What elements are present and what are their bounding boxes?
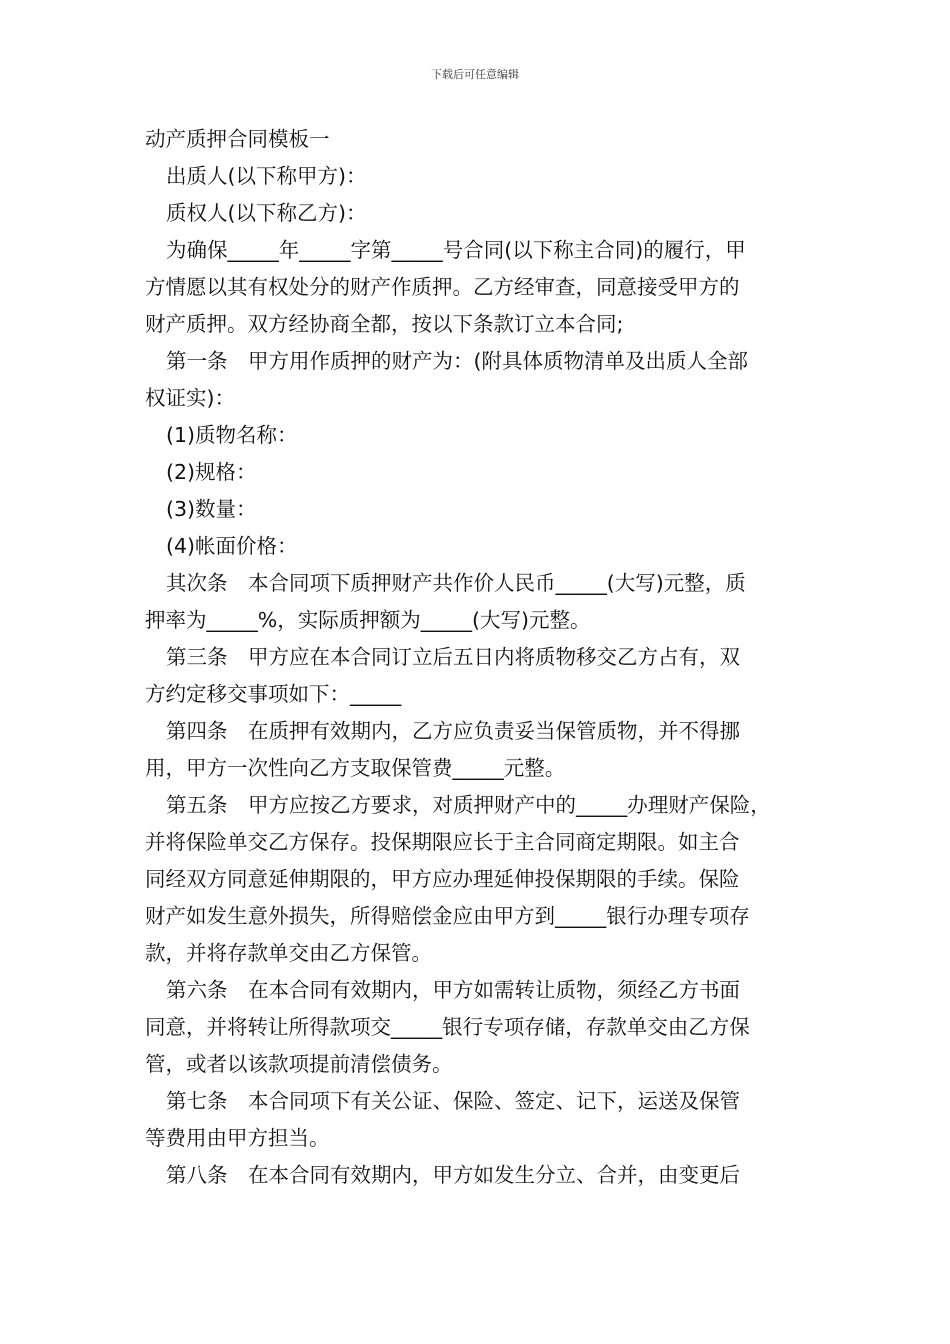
article-6-line: 同意，并将转让所得款项交_____银行专项存储，存款单交由乙方保 xyxy=(145,1015,750,1039)
article-2-line: 其次条 本合同项下质押财产共作价人民币_____(大写)元整，质 xyxy=(166,571,746,595)
pledge-item: (4)帐面价格： xyxy=(166,534,298,558)
article-1-line: 第一条 甲方用作质押的财产为：(附具体质物清单及出质人全部 xyxy=(166,349,748,373)
party-b-line: 质权人(以下称乙方)： xyxy=(166,201,367,225)
article-6-line: 管，或者以该款项提前清偿债务。 xyxy=(145,1052,453,1076)
article-5-line: 财产如发生意外损失，所得赔偿金应由甲方到_____银行办理专项存 xyxy=(145,904,750,928)
preamble-line: 为确保_____年_____字第_____号合同(以下称主合同)的履行，甲 xyxy=(166,238,746,262)
article-4-line: 第四条 在质押有效期内，乙方应负责妥当保管质物，并不得挪 xyxy=(166,719,740,743)
article-3-line: 第三条 甲方应在本合同订立后五日内将质物移交乙方占有，双 xyxy=(166,645,740,669)
party-a-line: 出质人(以下称甲方)： xyxy=(166,164,367,188)
article-2-line: 押率为_____%，实际质押额为_____(大写)元整。 xyxy=(145,608,591,632)
preamble-line: 财产质押。双方经协商全都，按以下条款订立本合同; xyxy=(145,312,624,336)
pledge-item: (1)质物名称： xyxy=(166,423,298,447)
pledge-item: (3)数量： xyxy=(166,497,257,521)
article-5-line: 第五条 甲方应按乙方要求，对质押财产中的_____办理财产保险， xyxy=(166,793,771,817)
article-3-line: 方约定移交事项如下：_____ xyxy=(145,682,402,706)
article-7-line: 等费用由甲方担当。 xyxy=(145,1126,330,1150)
article-7-line: 第七条 本合同项下有关公证、保险、签定、记下，运送及保管 xyxy=(166,1089,740,1113)
article-4-line: 用，甲方一次性向乙方支取保管费_____元整。 xyxy=(145,756,566,780)
article-8-line: 第八条 在本合同有效期内，甲方如发生分立、合并，由变更后 xyxy=(166,1163,740,1187)
article-5-line: 款，并将存款单交由乙方保管。 xyxy=(145,941,432,965)
page-header: 下载后可任意编辑 xyxy=(431,68,519,81)
article-5-line: 同经双方同意延伸期限的，甲方应办理延伸投保期限的手续。保险 xyxy=(145,867,740,891)
article-5-line: 并将保险单交乙方保存。投保期限应长于主合同商定期限。如主合 xyxy=(145,830,740,854)
article-1-line: 权证实)： xyxy=(145,386,235,410)
preamble-line: 方情愿以其有权处分的财产作质押。乙方经审查，同意接受甲方的 xyxy=(145,275,740,299)
contract-title: 动产质押合同模板一 xyxy=(145,127,330,151)
contract-body xyxy=(145,121,810,1194)
pledge-item: (2)规格： xyxy=(166,460,257,484)
article-6-line: 第六条 在本合同有效期内，甲方如需转让质物，须经乙方书面 xyxy=(166,978,740,1002)
